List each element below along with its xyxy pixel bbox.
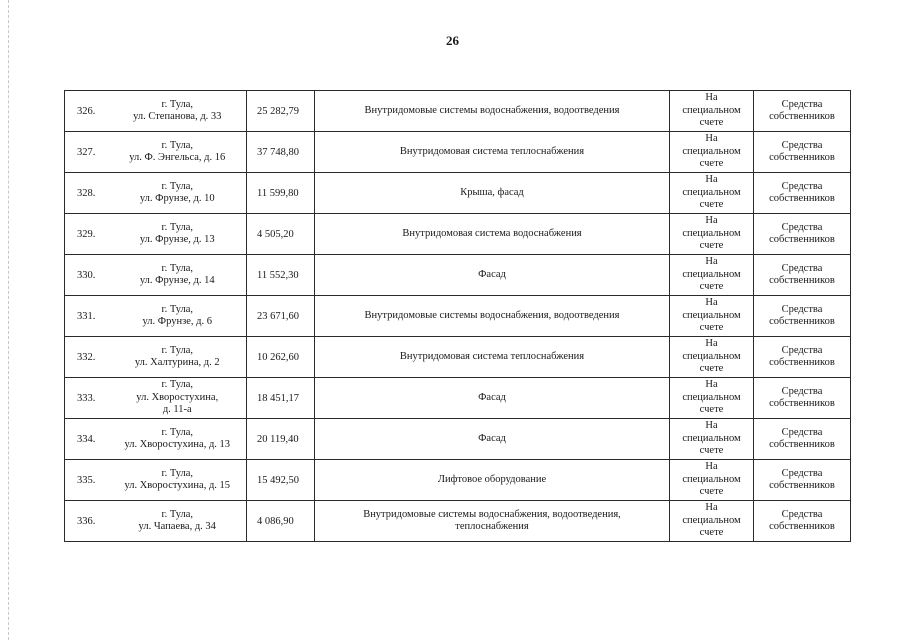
funds-account-cell [670,337,754,378]
address-cell [109,378,247,419]
cost-cell: 11 552,30 [247,255,315,296]
funds-account-line: счете [699,363,724,375]
funding-source-cell [754,337,851,378]
row-number: 326. [65,91,109,132]
address-city: г. Тула, [161,98,194,110]
work-type: Крыша, фасад [460,186,524,198]
funds-account-line: специальном [682,309,741,321]
funds-account-line: счете [699,199,724,211]
address-street: ул. Фрунзе, д. 14 [139,275,215,286]
address-city: г. Тула, [161,221,194,233]
funding-source-line: собственников [769,152,835,163]
funds-account-line: счете [699,404,724,416]
funds-account-cell [670,419,754,460]
funds-account-cell [670,460,754,501]
address-street: ул. Ф. Энгельса, д. 16 [129,152,226,163]
funds-account-line: счете [699,281,724,293]
work-type: Лифтовое оборудование [437,473,547,485]
work-type-cell [315,132,670,173]
funds-account-line: счете [699,486,724,498]
funding-source-line: собственников [769,398,835,409]
address-city: г. Тула, [161,426,194,438]
funding-source-cell [754,173,851,214]
work-type: Фасад [478,432,506,444]
row-number: 333. [65,378,109,419]
funds-account-line: счете [699,322,724,334]
funds-account-cell [670,132,754,173]
table-row [65,501,851,542]
work-type: Фасад [478,268,506,280]
cost-cell: 10 262,60 [247,337,315,378]
work-type: Внутридомовая система теплоснабжения [399,350,585,362]
table-row [65,296,851,337]
funding-source-line: Средства [781,98,823,110]
funds-account-line: На [705,174,718,186]
cost-cell: 25 282,79 [247,91,315,132]
funds-account-line: специальном [682,432,741,444]
address-street: ул. Чапаева, д. 34 [138,521,216,532]
work-type-cell [315,173,670,214]
cost-cell: 4 086,90 [247,501,315,542]
funds-account-line: На [705,215,718,227]
address-city: г. Тула, [161,508,194,520]
funds-account-cell [670,501,754,542]
funding-source-line: Средства [781,180,823,192]
funds-account-line: На [705,461,718,473]
page-number: 26 [446,33,459,48]
work-type-cell [315,214,670,255]
address-city: г. Тула, [161,379,194,391]
funds-account-line: специальном [682,186,741,198]
address-cell [109,296,247,337]
funds-account-cell [670,91,754,132]
row-number: 334. [65,419,109,460]
funding-source-line: Средства [781,139,823,151]
cost-cell: 18 451,17 [247,378,315,419]
funding-source-line: Средства [781,426,823,438]
address-cell [109,460,247,501]
funds-account-line: счете [699,117,724,129]
funds-account-line: счете [699,158,724,170]
funds-account-line: специальном [682,227,741,239]
work-type-cell [315,91,670,132]
address-cell [109,91,247,132]
funding-source-cell [754,419,851,460]
address-cell [109,132,247,173]
table-row [65,337,851,378]
funding-source-line: собственников [769,111,835,122]
funding-source-cell [754,296,851,337]
funds-account-line: специальном [682,473,741,485]
funding-source-line: собственников [769,439,835,450]
funds-account-line: специальном [682,268,741,280]
funds-account-line: специальном [682,391,741,403]
funds-account-line: счете [699,445,724,457]
funds-account-line: На [705,297,718,309]
funding-source-cell [754,501,851,542]
funding-source-line: собственников [769,521,835,532]
funds-account-cell [670,173,754,214]
funds-account-line: специальном [682,350,741,362]
address-city: г. Тула, [161,467,194,479]
table-row [65,255,851,296]
funds-account-line: специальном [682,104,741,116]
address-city: г. Тула, [161,344,194,356]
row-number: 336. [65,501,109,542]
work-type: Внутридомовые системы водоснабжения, водоотведения, [363,508,621,520]
row-number: 332. [65,337,109,378]
funds-account-cell [670,255,754,296]
funding-source-line: собственников [769,193,835,204]
address-city: г. Тула, [161,139,194,151]
funding-source-line: Средства [781,344,823,356]
funding-source-line: собственников [769,357,835,368]
repair-registry-table [64,90,851,542]
address-cell [109,337,247,378]
address-street: ул. Степанова, д. 33 [133,111,222,122]
address-street: ул. Фрунзе, д. 10 [139,193,215,204]
work-type-continuation: теплоснабжения [455,521,529,532]
funding-source-cell [754,255,851,296]
address-city: г. Тула, [161,262,194,274]
funding-source-cell [754,132,851,173]
funds-account-line: счете [699,240,724,252]
funding-source-line: Средства [781,385,823,397]
work-type: Внутридомовые системы водоснабжения, водоотведения [364,309,620,321]
address-cell [109,255,247,296]
work-type-cell [315,337,670,378]
cost-cell: 20 119,40 [247,419,315,460]
funding-source-cell [754,91,851,132]
funds-account-line: счете [699,527,724,539]
row-number: 335. [65,460,109,501]
funding-source-line: собственников [769,316,835,327]
funding-source-line: Средства [781,221,823,233]
work-type-cell [315,378,670,419]
funding-source-line: Средства [781,508,823,520]
work-type: Внутридомовая система водоснабжения [402,227,582,239]
funding-source-line: собственников [769,480,835,491]
address-cell [109,419,247,460]
funding-source-cell [754,460,851,501]
funding-source-cell [754,214,851,255]
funding-source-cell [754,378,851,419]
row-number: 331. [65,296,109,337]
funds-account-cell [670,378,754,419]
funds-account-line: На [705,256,718,268]
work-type: Внутридомовая система теплоснабжения [399,145,585,157]
work-type-cell [315,460,670,501]
funds-account-cell [670,214,754,255]
funding-source-line: Средства [781,262,823,274]
address-city: г. Тула, [161,303,194,315]
work-type: Фасад [478,391,506,403]
cost-cell: 15 492,50 [247,460,315,501]
row-number: 329. [65,214,109,255]
work-type-cell [315,255,670,296]
cost-cell: 23 671,60 [247,296,315,337]
work-type-cell [315,501,670,542]
table-row [65,214,851,255]
row-number: 330. [65,255,109,296]
funding-source-line: собственников [769,275,835,286]
address-city: г. Тула, [161,180,194,192]
funds-account-line: На [705,502,718,514]
address-street: ул. Хворостухина, д. 13 [124,439,231,450]
binding-margin-rule [8,0,9,640]
address-street: ул. Фрунзе, д. 13 [139,234,215,245]
funds-account-line: На [705,379,718,391]
address-street: ул. Фрунзе, д. 6 [142,316,212,327]
address-cell [109,501,247,542]
funds-account-line: специальном [682,145,741,157]
cost-cell: 37 748,80 [247,132,315,173]
funds-account-line: На [705,420,718,432]
funding-source-line: Средства [781,467,823,479]
address-cell [109,173,247,214]
work-type: Внутридомовые системы водоснабжения, водоотведения [364,104,620,116]
work-type-cell [315,419,670,460]
row-number: 327. [65,132,109,173]
address-building: д. 11-а [162,404,192,416]
address-street: ул. Халтурина, д. 2 [134,357,220,368]
row-number: 328. [65,173,109,214]
funds-account-line: На [705,338,718,350]
table-row [65,91,851,132]
address-street: ул. Хворостухина, [136,391,219,403]
funds-account-line: специальном [682,514,741,526]
table-row [65,419,851,460]
funds-account-line: На [705,92,718,104]
funds-account-line: На [705,133,718,145]
table-row [65,460,851,501]
table-row [65,132,851,173]
table-row [65,378,851,419]
work-type-cell [315,296,670,337]
funds-account-cell [670,296,754,337]
table-row [65,173,851,214]
funding-source-line: Средства [781,303,823,315]
funding-source-line: собственников [769,234,835,245]
cost-cell: 4 505,20 [247,214,315,255]
cost-cell: 11 599,80 [247,173,315,214]
address-street: ул. Хворостухина, д. 15 [124,480,231,491]
address-cell [109,214,247,255]
